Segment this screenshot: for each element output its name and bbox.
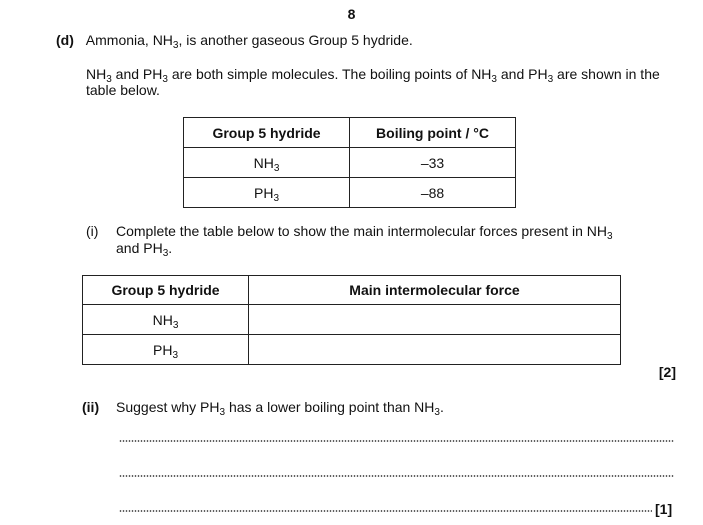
intro-line-1: $NH_3$ and $PH_3$ are both simple molecules. The boiling points of $NH_3$ and $PH_3$ are shown in the [86,66,660,85]
table-row [83,335,621,365]
table2-cell-hydride: $PH_3$ [83,335,249,365]
marks-ii: [1] [655,501,673,517]
intermolecular-force-table [82,275,621,365]
table-row [83,305,621,335]
answer-line-3[interactable] [119,510,652,512]
part-ii-label: (ii) [82,399,100,415]
boiling-point-table [183,117,516,208]
table1-cell-bp: –88 [350,178,516,208]
answer-line-1[interactable] [119,440,674,442]
part-d-label: (d) [56,32,74,48]
table-row [184,178,516,208]
answer-line-2[interactable] [119,475,674,477]
part-d-text: Ammonia, $NH_3$, is another gaseous Group 5 hydride. [85,32,413,51]
force-answer-cell-ph3[interactable] [249,335,621,365]
force-answer-cell-nh3[interactable] [249,305,621,335]
table1-cell-hydride: $PH_3$ [184,178,350,208]
intro-line-2: table below. [86,82,160,98]
table2-header-force: Main intermolecular force [249,276,621,305]
part-ii-text: Suggest why $PH_3$ has a lower boiling point than $NH_3$. [116,399,444,418]
marks-i: [2] [658,364,676,380]
table2-cell-hydride: $NH_3$ [83,305,249,335]
page-number: 8 [347,6,356,22]
part-i-label: (i) [86,223,99,239]
part-i-line-1: Complete the table below to show the main intermolecular forces present in $NH_3$ [116,223,613,242]
part-i-line-2: and $PH_3$. [116,240,173,259]
part-d-line [56,32,413,51]
table1-cell-hydride: $NH_3$ [184,148,350,178]
table2-header-hydride: Group 5 hydride [83,276,249,305]
table1-header-hydride: Group 5 hydride [184,118,350,148]
table-row [184,148,516,178]
table1-cell-bp: –33 [350,148,516,178]
table1-header-bp: Boiling point / °C [350,118,516,148]
